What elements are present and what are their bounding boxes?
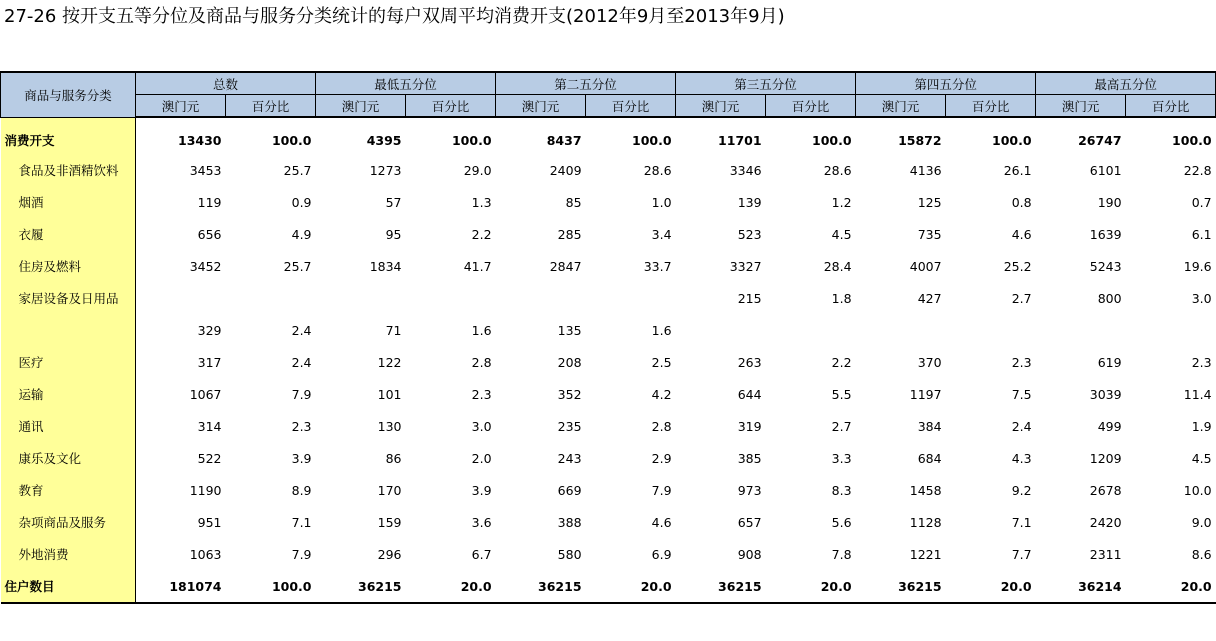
- amount-cell: 384: [917, 418, 942, 434]
- amount-cell: [856, 314, 946, 346]
- percent-subheader: 百分比: [946, 95, 1036, 118]
- row-label: 住户数目: [1, 570, 136, 603]
- row-label: 烟酒: [1, 186, 136, 218]
- amount-cell: 36215: [316, 570, 406, 603]
- row-label: 衣履: [1, 218, 136, 250]
- amount-cell: 329: [197, 322, 222, 338]
- amount-subheader: 澳门元: [1036, 95, 1126, 118]
- percent-cell: 5.5: [831, 386, 852, 402]
- percent-cell: 2.2: [831, 354, 852, 370]
- table-row: [1, 474, 1216, 506]
- table-header: [1, 72, 1216, 117]
- percent-cell: 0.8: [1011, 194, 1032, 210]
- amount-cell: 619: [1097, 354, 1122, 370]
- percent-cell: 100.0: [632, 132, 672, 148]
- amount-cell: 4136: [909, 162, 942, 178]
- amount-cell: 57: [385, 194, 402, 210]
- amount-cell: 119: [197, 194, 222, 210]
- amount-cell: [496, 282, 586, 314]
- percent-cell: [586, 282, 676, 314]
- amount-cell: 908: [737, 546, 762, 562]
- percent-cell: 3.4: [651, 226, 672, 242]
- amount-cell: 235: [557, 418, 582, 434]
- percent-cell: [766, 314, 856, 346]
- percent-cell: 4.6: [651, 514, 672, 530]
- amount-cell: 85: [565, 194, 582, 210]
- amount-cell: 370: [917, 354, 942, 370]
- amount-cell: 4395: [366, 132, 402, 148]
- percent-cell: 2.3: [291, 418, 312, 434]
- group-header: 最低五分位: [316, 72, 496, 95]
- amount-cell: 36214: [1036, 570, 1126, 603]
- amount-cell: 951: [197, 514, 222, 530]
- amount-cell: 4007: [909, 258, 942, 274]
- amount-cell: 1067: [189, 386, 222, 402]
- amount-cell: 26747: [1078, 132, 1122, 148]
- table-row: [1, 410, 1216, 442]
- percent-cell: 1.8: [831, 290, 852, 306]
- percent-cell: 1.6: [471, 322, 492, 338]
- amount-cell: 11701: [718, 132, 762, 148]
- percent-cell: 20.0: [766, 570, 856, 603]
- amount-cell: 135: [557, 322, 582, 338]
- percent-cell: 29.0: [463, 162, 492, 178]
- percent-cell: 20.0: [406, 570, 496, 603]
- amount-cell: 427: [917, 290, 942, 306]
- amount-cell: 296: [377, 546, 402, 562]
- percent-cell: 3.6: [471, 514, 492, 530]
- percent-cell: 1.9: [1191, 418, 1212, 434]
- table-row: [1, 117, 1216, 154]
- amount-cell: 3346: [729, 162, 762, 178]
- amount-cell: 3453: [189, 162, 222, 178]
- percent-cell: 25.7: [283, 258, 312, 274]
- percent-cell: 2.3: [1191, 354, 1212, 370]
- percent-cell: 2.4: [1011, 418, 1032, 434]
- percent-cell: 4.5: [1191, 450, 1212, 466]
- amount-cell: 86: [385, 450, 402, 466]
- amount-cell: 2678: [1089, 482, 1122, 498]
- amount-cell: 15872: [898, 132, 942, 148]
- statistics-table: [0, 71, 1216, 604]
- percent-cell: 28.6: [823, 162, 852, 178]
- percent-cell: 2.4: [291, 322, 312, 338]
- amount-cell: 159: [377, 514, 402, 530]
- percent-cell: 1.0: [651, 194, 672, 210]
- percent-cell: 33.7: [643, 258, 672, 274]
- percent-cell: 4.3: [1011, 450, 1032, 466]
- amount-subheader: 澳门元: [676, 95, 766, 118]
- percent-cell: 28.4: [823, 258, 852, 274]
- percent-cell: 11.4: [1183, 386, 1212, 402]
- percent-cell: 2.3: [1011, 354, 1032, 370]
- percent-subheader: 百分比: [766, 95, 856, 118]
- percent-cell: 1.2: [831, 194, 852, 210]
- table-row: [1, 506, 1216, 538]
- percent-cell: 6.1: [1191, 226, 1212, 242]
- amount-cell: 125: [917, 194, 942, 210]
- amount-cell: 523: [737, 226, 762, 242]
- amount-cell: 644: [737, 386, 762, 402]
- amount-cell: 580: [557, 546, 582, 562]
- amount-cell: 314: [197, 418, 222, 434]
- percent-cell: 100.0: [451, 132, 492, 148]
- row-label: 住房及燃料: [1, 250, 136, 282]
- percent-cell: 25.2: [1003, 258, 1032, 274]
- percent-cell: 0.9: [291, 194, 312, 210]
- percent-cell: 5.6: [831, 514, 852, 530]
- percent-cell: [226, 282, 316, 314]
- row-label: 通讯: [1, 410, 136, 442]
- row-label: [1, 314, 136, 346]
- table-row: [1, 378, 1216, 410]
- amount-cell: 684: [917, 450, 942, 466]
- amount-subheader: 澳门元: [856, 95, 946, 118]
- percent-cell: 25.7: [283, 162, 312, 178]
- group-header: 总数: [136, 72, 316, 95]
- amount-cell: 3452: [189, 258, 222, 274]
- table-row: [1, 570, 1216, 603]
- amount-cell: 388: [557, 514, 582, 530]
- amount-cell: 1639: [1089, 226, 1122, 242]
- amount-cell: 6101: [1089, 162, 1122, 178]
- group-header: 最高五分位: [1036, 72, 1216, 95]
- amount-cell: 1197: [909, 386, 942, 402]
- amount-cell: 522: [197, 450, 222, 466]
- percent-cell: 4.2: [651, 386, 672, 402]
- percent-cell: 3.0: [1191, 290, 1212, 306]
- amount-cell: 13430: [178, 132, 222, 148]
- table-row: [1, 186, 1216, 218]
- row-label: 家居设备及日用品: [1, 282, 136, 314]
- percent-cell: 4.6: [1011, 226, 1032, 242]
- percent-cell: 7.9: [291, 546, 312, 562]
- amount-cell: 2420: [1089, 514, 1122, 530]
- percent-cell: 8.9: [291, 482, 312, 498]
- amount-cell: 36215: [676, 570, 766, 603]
- row-label: 医疗: [1, 346, 136, 378]
- amount-cell: 170: [377, 482, 402, 498]
- percent-cell: 2.8: [651, 418, 672, 434]
- percent-cell: 100.0: [992, 132, 1032, 148]
- percent-cell: 1.3: [471, 194, 492, 210]
- amount-subheader: 澳门元: [136, 95, 226, 118]
- percent-cell: 20.0: [586, 570, 676, 603]
- amount-cell: [1036, 314, 1126, 346]
- percent-cell: 20.0: [946, 570, 1036, 603]
- percent-cell: 3.9: [291, 450, 312, 466]
- percent-cell: 6.7: [471, 546, 492, 562]
- percent-cell: 26.1: [1003, 162, 1032, 178]
- percent-cell: 100.0: [1172, 132, 1212, 148]
- percent-cell: [946, 314, 1036, 346]
- table-row: [1, 250, 1216, 282]
- percent-cell: [1126, 314, 1216, 346]
- amount-cell: 130: [377, 418, 402, 434]
- percent-cell: 22.8: [1183, 162, 1212, 178]
- row-label: 食品及非酒精饮料: [1, 154, 136, 186]
- percent-cell: 2.5: [651, 354, 672, 370]
- percent-cell: 6.9: [651, 546, 672, 562]
- amount-cell: 656: [197, 226, 222, 242]
- percent-cell: 3.0: [471, 418, 492, 434]
- percent-subheader: 百分比: [226, 95, 316, 118]
- amount-cell: 1221: [909, 546, 942, 562]
- table-body: [1, 117, 1216, 603]
- percent-cell: 2.7: [831, 418, 852, 434]
- amount-cell: [316, 282, 406, 314]
- percent-cell: 2.2: [471, 226, 492, 242]
- amount-subheader: 澳门元: [316, 95, 406, 118]
- amount-cell: 71: [385, 322, 402, 338]
- amount-cell: 317: [197, 354, 222, 370]
- table-row: [1, 346, 1216, 378]
- amount-cell: 95: [385, 226, 402, 242]
- percent-cell: 2.3: [471, 386, 492, 402]
- percent-cell: 7.1: [291, 514, 312, 530]
- amount-cell: 735: [917, 226, 942, 242]
- table-title: 27-26 按开支五等分位及商品与服务分类统计的每户双周平均消费开支(2012年9月至2013年9月): [4, 6, 785, 27]
- amount-subheader: 澳门元: [496, 95, 586, 118]
- amount-cell: 2409: [549, 162, 582, 178]
- percent-cell: 2.0: [471, 450, 492, 466]
- amount-cell: 385: [737, 450, 762, 466]
- category-column-header: 商品与服务分类: [1, 72, 136, 117]
- amount-cell: 800: [1097, 290, 1122, 306]
- amount-cell: 2847: [549, 258, 582, 274]
- percent-cell: 19.6: [1183, 258, 1212, 274]
- percent-cell: 7.8: [831, 546, 852, 562]
- table-row: [1, 218, 1216, 250]
- amount-cell: 499: [1097, 418, 1122, 434]
- percent-cell: 3.9: [471, 482, 492, 498]
- amount-cell: [676, 314, 766, 346]
- percent-cell: 20.0: [1126, 570, 1216, 603]
- percent-cell: 100.0: [812, 132, 852, 148]
- amount-cell: 1190: [189, 482, 222, 498]
- group-header: 第二五分位: [496, 72, 676, 95]
- amount-cell: 657: [737, 514, 762, 530]
- row-label: 康乐及文化: [1, 442, 136, 474]
- percent-cell: 2.8: [471, 354, 492, 370]
- percent-cell: 3.3: [831, 450, 852, 466]
- amount-cell: 319: [737, 418, 762, 434]
- amount-cell: 3039: [1089, 386, 1122, 402]
- amount-cell: 1063: [189, 546, 222, 562]
- table-row: [1, 154, 1216, 186]
- percent-cell: 2.7: [1011, 290, 1032, 306]
- percent-cell: 2.9: [651, 450, 672, 466]
- amount-cell: 139: [737, 194, 762, 210]
- percent-cell: 0.7: [1191, 194, 1212, 210]
- amount-cell: 1128: [909, 514, 942, 530]
- amount-cell: 181074: [136, 570, 226, 603]
- amount-cell: 122: [377, 354, 402, 370]
- amount-cell: 285: [557, 226, 582, 242]
- amount-cell: 208: [557, 354, 582, 370]
- amount-cell: 36215: [856, 570, 946, 603]
- group-header: 第三五分位: [676, 72, 856, 95]
- amount-cell: 2311: [1089, 546, 1122, 562]
- amount-cell: 352: [557, 386, 582, 402]
- percent-cell: 4.9: [291, 226, 312, 242]
- row-label: 消费开支: [1, 117, 136, 154]
- table-row: [1, 442, 1216, 474]
- percent-cell: 2.4: [291, 354, 312, 370]
- amount-cell: 1209: [1089, 450, 1122, 466]
- row-label: 运输: [1, 378, 136, 410]
- percent-cell: 8.6: [1191, 546, 1212, 562]
- row-label: 教育: [1, 474, 136, 506]
- amount-cell: 1834: [369, 258, 402, 274]
- amount-cell: 36215: [496, 570, 586, 603]
- amount-cell: 101: [377, 386, 402, 402]
- percent-cell: 10.0: [1183, 482, 1212, 498]
- amount-cell: 215: [737, 290, 762, 306]
- amount-cell: [136, 282, 226, 314]
- row-label: 杂项商品及服务: [1, 506, 136, 538]
- amount-cell: 1458: [909, 482, 942, 498]
- table-row: [1, 282, 1216, 314]
- table-row: [1, 314, 1216, 346]
- percent-cell: 4.5: [831, 226, 852, 242]
- percent-cell: 7.9: [651, 482, 672, 498]
- percent-subheader: 百分比: [406, 95, 496, 118]
- percent-cell: 9.2: [1011, 482, 1032, 498]
- percent-cell: 41.7: [463, 258, 492, 274]
- percent-cell: 100.0: [226, 570, 316, 603]
- percent-cell: 100.0: [271, 132, 312, 148]
- percent-cell: 7.7: [1011, 546, 1032, 562]
- percent-subheader: 百分比: [586, 95, 676, 118]
- percent-cell: 7.9: [291, 386, 312, 402]
- percent-subheader: 百分比: [1126, 95, 1216, 118]
- amount-cell: 973: [737, 482, 762, 498]
- amount-cell: 8437: [546, 132, 582, 148]
- percent-cell: 8.3: [831, 482, 852, 498]
- percent-cell: [406, 282, 496, 314]
- group-header: 第四五分位: [856, 72, 1036, 95]
- amount-cell: 1273: [369, 162, 402, 178]
- percent-cell: 28.6: [643, 162, 672, 178]
- amount-cell: 263: [737, 354, 762, 370]
- row-label: 外地消费: [1, 538, 136, 570]
- amount-cell: 243: [557, 450, 582, 466]
- percent-cell: 1.6: [651, 322, 672, 338]
- amount-cell: 3327: [729, 258, 762, 274]
- percent-cell: 9.0: [1191, 514, 1212, 530]
- amount-cell: 190: [1097, 194, 1122, 210]
- percent-cell: 7.1: [1011, 514, 1032, 530]
- amount-cell: 669: [557, 482, 582, 498]
- table-row: [1, 538, 1216, 570]
- percent-cell: 7.5: [1011, 386, 1032, 402]
- amount-cell: 5243: [1089, 258, 1122, 274]
